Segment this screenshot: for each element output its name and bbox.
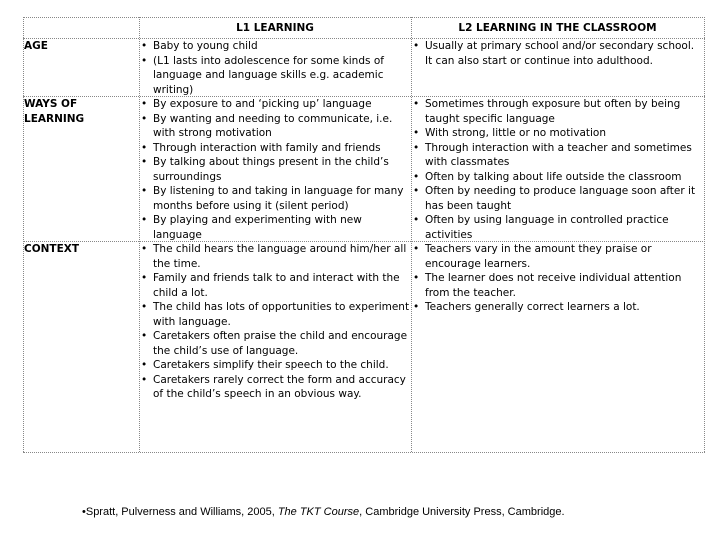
list-item: • Caretakers simplify their speech to the child. bbox=[140, 358, 410, 373]
ways-l2-cell bbox=[412, 97, 700, 242]
list-item: • Often by needing to produce language soon after it has been taught bbox=[412, 184, 700, 213]
comparison-table bbox=[23, 17, 705, 452]
list-item: • With strong, little or no motivation bbox=[412, 126, 700, 141]
row-label-age: AGE bbox=[24, 40, 48, 52]
list-item: • Often by talking about life outside the classroom bbox=[412, 170, 700, 185]
list-item: • By talking about things present in the child’s surroundings bbox=[140, 155, 410, 184]
list-item: • Caretakers rarely correct the form and accuracy of the child’s speech in an obvious way. bbox=[140, 373, 410, 402]
list-item: • Usually at primary school and/or secondary school. It can also start or continue into adulthood. bbox=[412, 39, 700, 68]
list-item: • By playing and experimenting with new language bbox=[140, 213, 410, 242]
table-border-bottom bbox=[23, 452, 705, 453]
list-item: • Family and friends talk to and interact with the child a lot. bbox=[140, 271, 410, 300]
list-item: • Through interaction with family and friends bbox=[140, 141, 410, 156]
list-item: • By exposure to and ‘picking up’ language bbox=[140, 97, 410, 112]
list-item: • The child hears the language around him/her all the time. bbox=[140, 242, 410, 271]
context-l2-cell bbox=[412, 242, 700, 315]
list-item: • The child has lots of opportunities to experiment with language. bbox=[140, 300, 410, 329]
list-item: • Caretakers often praise the child and encourage the child’s use of language. bbox=[140, 329, 410, 358]
list-item: • Sometimes through exposure but often by being taught specific language bbox=[412, 97, 700, 126]
age-l1-cell bbox=[140, 39, 410, 97]
table-border-top bbox=[23, 17, 705, 18]
list-item: • The learner does not receive individual attention from the teacher. bbox=[412, 271, 700, 300]
header-l2-learning: L2 LEARNING IN THE CLASSROOM bbox=[458, 22, 657, 34]
age-l2-cell bbox=[412, 39, 700, 68]
header-l1-learning: L1 LEARNING bbox=[236, 22, 314, 34]
list-item: • Teachers generally correct learners a lot. bbox=[412, 300, 700, 315]
list-item: • Often by using language in controlled practice activities bbox=[412, 213, 700, 242]
list-item: • By listening to and taking in language for many months before using it (silent period) bbox=[140, 184, 410, 213]
row-label-context: CONTEXT bbox=[24, 243, 80, 255]
citation-prefix: •Spratt, Pulverness and Williams, 2005, bbox=[82, 506, 278, 518]
row-label-ways-of-learning: WAYS OF LEARNING bbox=[24, 98, 85, 125]
list-item: • (L1 lasts into adolescence for some kinds of language and language skills e.g. academic writing) bbox=[140, 54, 410, 98]
citation-suffix: , Cambridge University Press, Cambridge. bbox=[359, 506, 565, 518]
citation bbox=[82, 505, 582, 520]
table-border-right bbox=[704, 17, 705, 452]
list-item: • By wanting and needing to communicate, i.e. with strong motivation bbox=[140, 112, 410, 141]
ways-l1-cell bbox=[140, 97, 410, 242]
citation-title: The TKT Course bbox=[277, 506, 360, 518]
table-border-left bbox=[23, 17, 24, 452]
context-l1-cell bbox=[140, 242, 410, 402]
list-item: • Teachers vary in the amount they praise or encourage learners. bbox=[412, 242, 700, 271]
list-item: • Through interaction with a teacher and sometimes with classmates bbox=[412, 141, 700, 170]
list-item: • Baby to young child bbox=[140, 39, 410, 54]
